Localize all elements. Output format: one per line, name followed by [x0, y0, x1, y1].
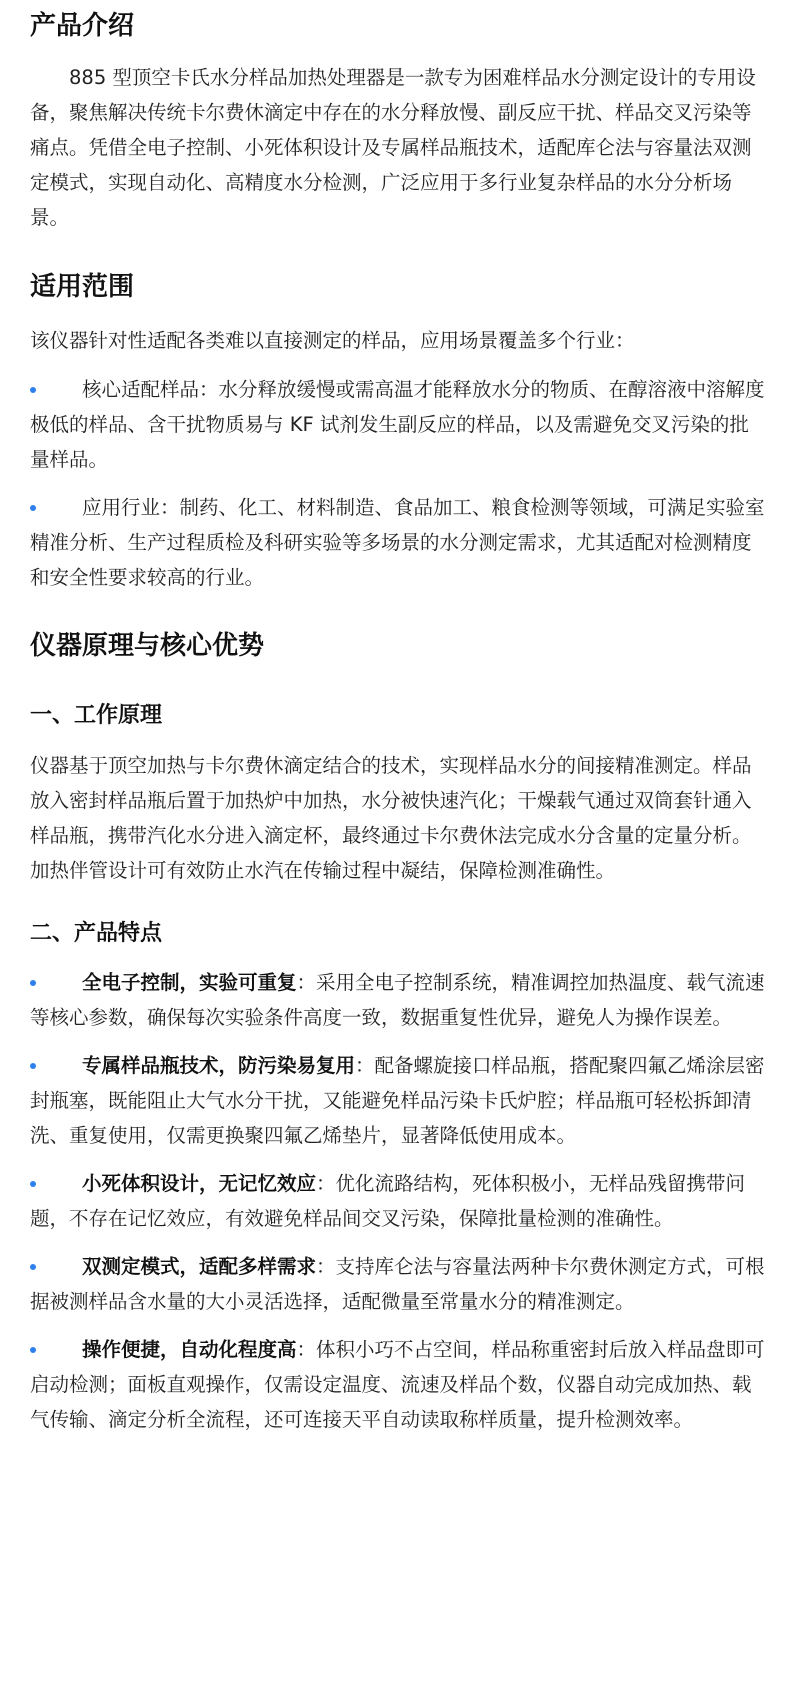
section-title-intro: 产品介绍 [30, 11, 135, 41]
feature-list-item [30, 965, 767, 1035]
feature-text: ：配备螺旋接口样品瓶，搭配聚四氟乙烯涂层密封瓶塞，既能阻止大气水分干扰，又能避免样品污染卡氏炉腔；样品瓶可轻松拆卸清洗、重复使用，仅需更换聚四氟乙烯垫片，显著降低使用成本。 [30, 1054, 765, 1147]
section-title-principle: 仪器原理与核心优势 [30, 631, 265, 661]
feature-heading: 全电子控制，实验可重复 [82, 971, 297, 994]
bullet-dot-icon [30, 1181, 36, 1187]
scope-item-text: 应用行业：制药、化工、材料制造、食品加工、粮食检测等领域，可满足实验室精准分析、生产过程质检及科研实验等多场景的水分测定需求，尤其适配对检测精度和安全性要求较高的行业。 [30, 496, 765, 589]
feature-list [30, 965, 767, 1437]
scope-list-item [30, 490, 767, 595]
feature-text: ：采用全电子控制系统，精准调控加热温度、载气流速等核心参数，确保每次实验条件高度一致，数据重复性优异，避免人为操作误差。 [30, 971, 765, 1029]
feature-text: ：优化流路结构，死体积极小，无样品残留携带问题，不存在记忆效应，有效避免样品间交叉污染，保障批量检测的准确性。 [30, 1172, 746, 1230]
feature-list-item [30, 1332, 767, 1437]
bullet-dot-icon [30, 1264, 36, 1270]
feature-heading: 专属样品瓶技术，防污染易复用 [82, 1054, 356, 1077]
subsection-title-work: 一、工作原理 [30, 703, 163, 728]
scope-item-text: 核心适配样品：水分释放缓慢或需高温才能释放水分的物质、在醇溶液中溶解度极低的样品、含干扰物质易与 KF 试剂发生副反应的样品，以及需避免交叉污染的批量样品。 [30, 378, 765, 471]
feature-text: ：体积小巧不占空间，样品称重密封后放入样品盘即可启动检测；面板直观操作，仅需设定温度、流速及样品个数，仪器自动完成加热、载气传输、滴定分析全流程，还可连接天平自动读取称样质量，提升检测效率。 [30, 1338, 765, 1431]
bullet-dot-icon [30, 1347, 36, 1353]
scope-lead-paragraph: 该仪器针对性适配各类难以直接测定的样品，应用场景覆盖多个行业： [30, 329, 635, 352]
feature-text: ：支持库仑法与容量法两种卡尔费休测定方式，可根据被测样品含水量的大小灵活选择，适配微量至常量水分的精准测定。 [30, 1255, 765, 1313]
work-principle-paragraph: 仪器基于顶空加热与卡尔费休滴定结合的技术，实现样品水分的间接精准测定。样品放入密封样品瓶后置于加热炉中加热，水分被快速汽化；干燥载气通过双筒套针通入样品瓶，携带汽化水分进入滴定杯，最终通过卡尔费休法完成水分含量的定量分析。加热伴管设计可有效防止水汽在传输过程中凝结，保障检测准确性。 [30, 754, 752, 882]
bullet-dot-icon [30, 387, 36, 393]
bullet-dot-icon [30, 980, 36, 986]
bullet-dot-icon [30, 505, 36, 511]
feature-heading: 小死体积设计，无记忆效应 [82, 1172, 317, 1195]
subsection-title-features: 二、产品特点 [30, 921, 163, 946]
section-title-scope: 适用范围 [30, 272, 135, 302]
feature-heading: 双测定模式，适配多样需求 [82, 1255, 317, 1278]
feature-list-item [30, 1249, 767, 1319]
feature-list-item [30, 1048, 767, 1153]
feature-list-item [30, 1166, 767, 1236]
bullet-dot-icon [30, 1063, 36, 1069]
intro-paragraph: 885 型顶空卡氏水分样品加热处理器是一款专为困难样品水分测定设计的专用设备，聚焦解决传统卡尔费休滴定中存在的水分释放慢、副反应干扰、样品交叉污染等痛点。凭借全电子控制、小死体积设计及专属样品瓶技术，适配库仑法与容量法双测定模式，实现自动化、高精度水分检测，广泛应用于多行业复杂样品的水分分析场景。 [30, 66, 756, 229]
scope-list-item [30, 372, 767, 477]
feature-heading: 操作便捷，自动化程度高 [82, 1338, 297, 1361]
